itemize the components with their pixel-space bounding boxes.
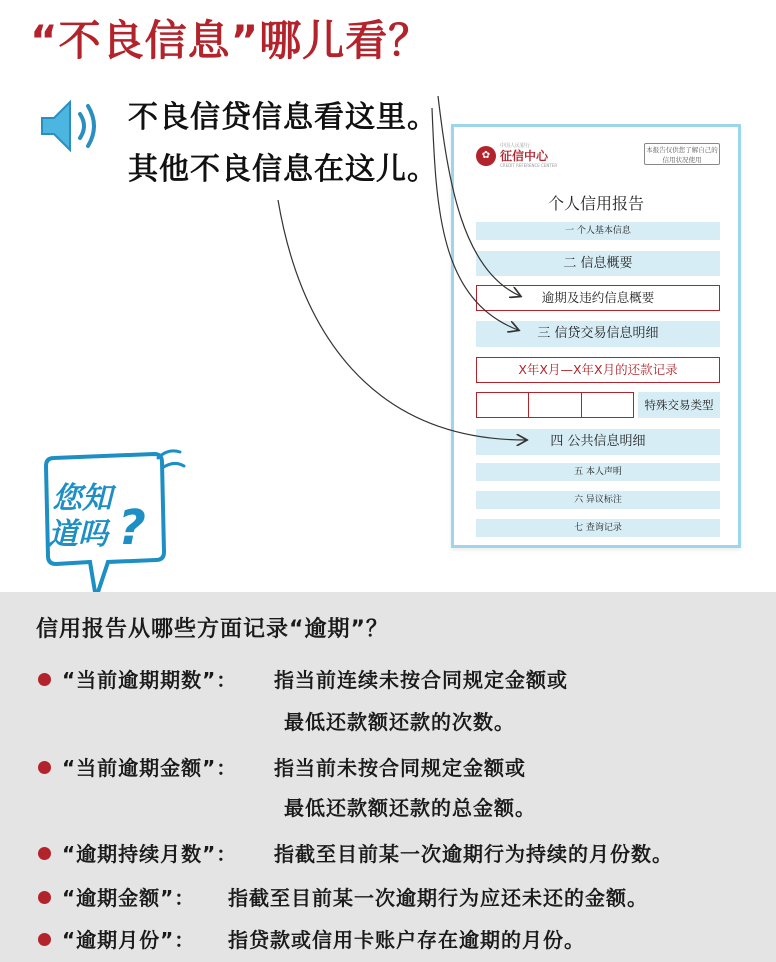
section-question: 信用报告从哪些方面记录“逾期”？ [36, 617, 389, 642]
grid-cell [582, 393, 633, 417]
bubble-line2: 道吗 [48, 517, 108, 552]
seal-icon: ✿ [476, 146, 496, 166]
section-basic-info: 一 个人基本信息 [476, 222, 720, 240]
did-you-know-bubble [38, 448, 188, 610]
red-dot-icon [38, 673, 51, 686]
red-dot-icon [38, 891, 51, 904]
speaker-icon [36, 96, 106, 156]
section-summary: 二 信息概要 [476, 251, 720, 276]
item-desc: 指截至目前某一次逾期行为应还未还的金额。 [228, 886, 648, 910]
special-transaction-label: 特殊交易类型 [638, 392, 720, 418]
bubble-question-mark: ? [118, 500, 146, 556]
item-desc-continued: 最低还款额还款的次数。 [284, 710, 515, 734]
bubble-line1: 您知 [52, 481, 112, 516]
credit-report-sample [451, 124, 741, 548]
section-query-record: 七 查询记录 [476, 519, 720, 537]
red-dot-icon [38, 847, 51, 860]
item-desc: 指当前未按合同规定金额或 [274, 756, 526, 780]
logo-en-text: CREDIT REFERENCE CENTER [500, 163, 558, 168]
report-title: 个人信用报告 [547, 194, 644, 213]
logo-small-text: 中国人民银行 [500, 143, 531, 149]
logo-main-text: 征信中心 [500, 149, 549, 163]
grid-cell [529, 393, 581, 417]
section-credit-details: 三 信贷交易信息明细 [476, 321, 720, 347]
item-desc: 指贷款或信用卡账户存在逾期的月份。 [228, 928, 585, 952]
item-desc: 指截至目前某一次逾期行为持续的月份数。 [274, 842, 673, 866]
grid-cell [477, 393, 529, 417]
item-term: “当前逾期金额”： [62, 756, 238, 780]
red-dot-icon [38, 933, 51, 946]
credit-center-logo [476, 143, 557, 168]
repayment-grid [476, 392, 634, 418]
usage-note: 本报告仅供您了解自己的信用状况使用 [644, 143, 720, 165]
item-desc: 指当前连续未按合同规定金额或 [274, 668, 568, 692]
item-term: “逾期持续月数”： [62, 842, 238, 866]
item-term: “逾期月份”： [62, 928, 196, 952]
item-desc-continued: 最低还款额还款的总金额。 [284, 796, 536, 820]
section-declaration: 五 本人声明 [476, 463, 720, 481]
overdue-explanation-panel [0, 592, 776, 962]
item-term: “逾期金额”： [62, 886, 196, 910]
intro-line-credit: 不良信贷信息看这里。 [128, 100, 438, 135]
item-term: “当前逾期期数”： [62, 668, 238, 692]
section-overdue-summary: 逾期及违约信息概要 [476, 285, 720, 311]
special-transaction-row [476, 392, 720, 418]
red-dot-icon [38, 761, 51, 774]
page-title: “不良信息”哪儿看？ [30, 16, 432, 65]
section-repayment-record: X年X月—X年X月的还款记录 [476, 357, 720, 383]
intro-line-other: 其他不良信息在这儿。 [128, 152, 438, 187]
section-public-info: 四 公共信息明细 [476, 429, 720, 455]
section-dispute: 六 异议标注 [476, 491, 720, 509]
